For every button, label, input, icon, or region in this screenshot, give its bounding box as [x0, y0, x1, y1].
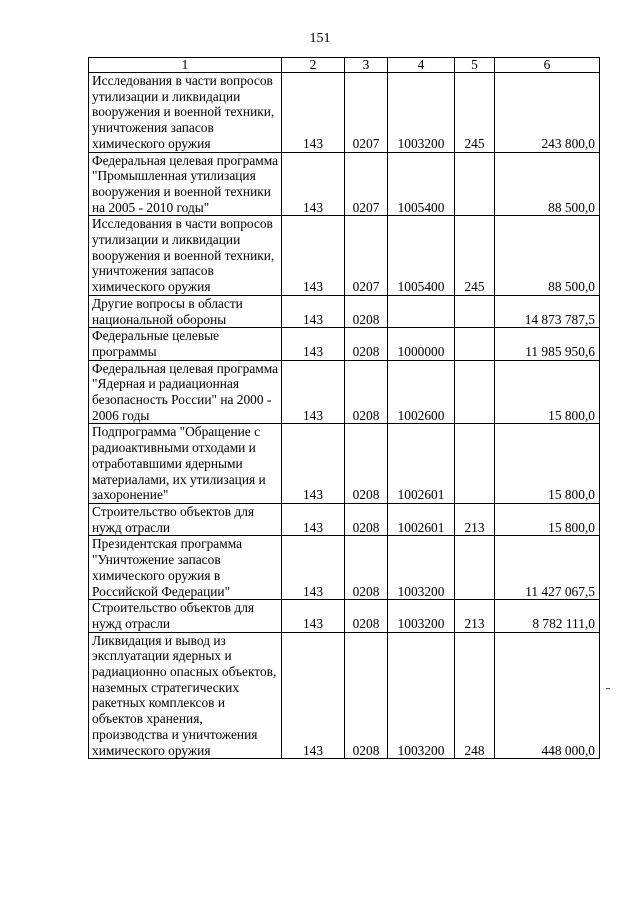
row-name: Строительство объектов для нужд отрасли	[89, 503, 282, 535]
row-code-3: 0208	[345, 424, 388, 504]
row-code-2: 143	[282, 632, 345, 759]
row-name: Строительство объектов для нужд отрасли	[89, 600, 282, 632]
row-code-3: 0207	[345, 216, 388, 296]
row-amount: 11 985 950,6	[495, 328, 600, 360]
row-amount: 15 800,0	[495, 503, 600, 535]
table-row	[89, 600, 600, 632]
row-code-3: 0208	[345, 600, 388, 632]
row-code-5	[455, 424, 495, 504]
row-code-4	[388, 295, 455, 327]
row-name: Ликвидация и вывод из эксплуатации ядерных и радиационно опасных объектов, наземных стратегических ракетных комплексов и объектов хранения, производства и уничтожения химического оружия	[89, 632, 282, 759]
row-code-4: 1003200	[388, 536, 455, 600]
row-name: Исследования в части вопросов утилизации и ликвидации вооружения и военной техники, уничтожения запасов химического оружия	[89, 216, 282, 296]
row-amount: 88 500,0	[495, 152, 600, 216]
row-code-4: 1003200	[388, 632, 455, 759]
row-code-2: 143	[282, 152, 345, 216]
row-amount: 8 782 111,0	[495, 600, 600, 632]
row-code-4: 1002601	[388, 424, 455, 504]
row-amount: 15 800,0	[495, 424, 600, 504]
row-amount: 11 427 067,5	[495, 536, 600, 600]
row-amount: 243 800,0	[495, 73, 600, 153]
column-header-6: 6	[495, 58, 600, 73]
table-row	[89, 632, 600, 759]
table-header-row	[89, 58, 600, 73]
row-name: Федеральная целевая программа "Ядерная и радиационная безопасность России" на 2000 - 2006 годы	[89, 360, 282, 424]
row-code-4: 1005400	[388, 216, 455, 296]
row-code-2: 143	[282, 600, 345, 632]
table-row	[89, 424, 600, 504]
row-name: Президентская программа "Уничтожение запасов химического оружия в Российской Федерации"	[89, 536, 282, 600]
row-code-5: 213	[455, 503, 495, 535]
table-row	[89, 328, 600, 360]
row-amount: 14 873 787,5	[495, 295, 600, 327]
row-code-3: 0208	[345, 328, 388, 360]
row-code-3: 0207	[345, 73, 388, 153]
row-code-4: 1002600	[388, 360, 455, 424]
row-code-5: 248	[455, 632, 495, 759]
row-name: Федеральная целевая программа "Промышленная утилизация вооружения и военной техники на 2005 - 2010 годы"	[89, 152, 282, 216]
row-amount: 448 000,0	[495, 632, 600, 759]
column-header-2: 2	[282, 58, 345, 73]
table-row	[89, 216, 600, 296]
column-header-4: 4	[388, 58, 455, 73]
column-header-1: 1	[89, 58, 282, 73]
row-code-4: 1003200	[388, 600, 455, 632]
row-code-2: 143	[282, 360, 345, 424]
row-code-4: 1002601	[388, 503, 455, 535]
row-code-3: 0208	[345, 295, 388, 327]
row-code-3: 0207	[345, 152, 388, 216]
row-code-3: 0208	[345, 360, 388, 424]
row-code-4: 1000000	[388, 328, 455, 360]
row-code-4: 1003200	[388, 73, 455, 153]
row-code-3: 0208	[345, 632, 388, 759]
row-code-2: 143	[282, 503, 345, 535]
row-code-5	[455, 295, 495, 327]
row-code-5: 245	[455, 73, 495, 153]
row-amount: 15 800,0	[495, 360, 600, 424]
row-code-2: 143	[282, 216, 345, 296]
row-name: Подпрограмма "Обращение с радиоактивными отходами и отработавшими ядерными материалами, их утилизация и захоронение"	[89, 424, 282, 504]
row-code-5	[455, 328, 495, 360]
row-amount: 88 500,0	[495, 216, 600, 296]
table-row	[89, 536, 600, 600]
column-header-5: 5	[455, 58, 495, 73]
table-row	[89, 295, 600, 327]
page-number: 151	[309, 31, 331, 46]
row-code-2: 143	[282, 536, 345, 600]
budget-table	[88, 57, 600, 759]
row-code-2: 143	[282, 328, 345, 360]
row-code-3: 0208	[345, 503, 388, 535]
table-row	[89, 152, 600, 216]
row-name: Другие вопросы в области национальной обороны	[89, 295, 282, 327]
row-code-5	[455, 360, 495, 424]
row-code-4: 1005400	[388, 152, 455, 216]
row-code-2: 143	[282, 73, 345, 153]
row-name: Федеральные целевые программы	[89, 328, 282, 360]
table-row	[89, 73, 600, 153]
row-code-2: 143	[282, 424, 345, 504]
row-code-2: 143	[282, 295, 345, 327]
table-row	[89, 360, 600, 424]
column-header-3: 3	[345, 58, 388, 73]
row-code-5: 245	[455, 216, 495, 296]
row-code-5	[455, 536, 495, 600]
row-code-5	[455, 152, 495, 216]
margin-tick	[606, 688, 610, 689]
row-code-5: 213	[455, 600, 495, 632]
row-code-3: 0208	[345, 536, 388, 600]
table-row	[89, 503, 600, 535]
row-name: Исследования в части вопросов утилизации и ликвидации вооружения и военной техники, уничтожения запасов химического оружия	[89, 73, 282, 153]
